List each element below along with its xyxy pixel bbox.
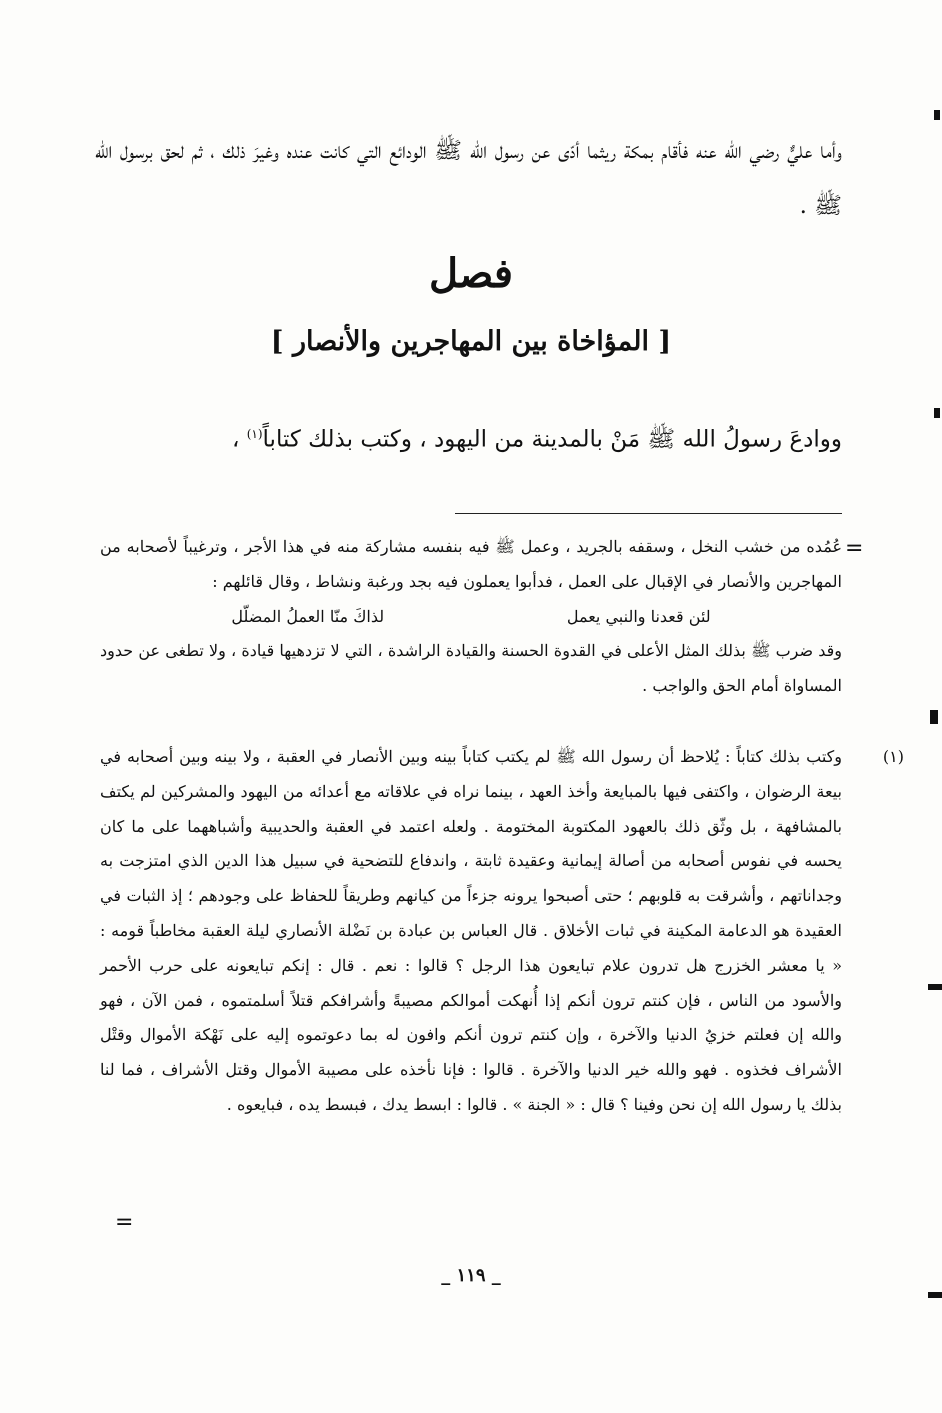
footnote-ref-1[interactable]: (١) — [246, 427, 263, 441]
footnote-1-text: وكتب بذلك كتاباً : يُلاحظ أن رسول الله ﷺ لم يكتب كتاباً بينه وبين الأنصار في العقبة ، ولا بينه وبين أصحابه في بيعة الرضوان ، واكتفى فيها بالمبايعة وأخذ العهد ، بينما نراه في علاقاته مع أعدائه من اليهود والمشركين لم يكتف بالمشافهة ، بل وثّق ذلك بالعهود المكتوبة المختومة . ولعله اعتمد في العقبة والحديبية وأشباههما على ما كان يحسه في نفوس أصحابه من أصالة إيمانية وعقيدة ثابتة ، واندفاع للتضحية في سبيل هذا الدين الذي امتزجت به وجداناتهم ، وأشرقت به قلوبهم ؛ حتى أصبحوا يرونه جزءاً من كيانهم وطريقاً للحفاظ على وجودهم ؛ إذ الثبات في العقيدة هو الدعامة المكينة في ثبات الأخلاق . قال العباس بن عبادة بن نَضْلة الأنصاري ليلة العقبة مخاطباً قومه : « يا معشر الخزرج هل تدرون علام تبايعون هذا الرجل ؟ قالوا : نعم . قال : إنكم تبايعونه على حرب الأحمر والأسود من الناس ، فإن كنتم ترون أنكم إذا أُنهكت أموالكم مصيبةً وأشرافكم قتلاً أسلمتموه ، فمن الآن ، فهو والله إن فعلتم خزيُ الدنيا والآخرة ، وإن كنتم ترون أنكم وافون له بما دعوتموه إليه على نَهْكة الأموال وقتْل الأشراف فخذوه . فهو والله خير الدنيا والآخرة . قالوا : فإنا نأخذه على مصيبة الأموال وقتل الأشراف ، فما لنا بذلك يا رسول الله إن نحن وفينا ؟ قال : « الجنة » . قالوا : ابسط يدك ، فبسط يده ، فبايعوه . — [100, 747, 843, 1114]
footnote-continued-after-poem: وقد ضرب ﷺ بذلك المثل الأعلى في القدوة الحسنة والقيادة الراشدة ، التي لا تزدهيها قيادة ، ولا تطغى عن حدود المساواة أمام الحق والواجب . — [100, 641, 842, 696]
footnote-1 — [100, 740, 904, 1123]
paragraph-treaty-text: ووادعَ رسولُ الله ﷺ مَنْ بالمدينة من اليهود ، وكتب بذلك كتاباً — [262, 426, 842, 453]
footnote-separator — [455, 513, 842, 514]
scan-edge-mark — [928, 1292, 942, 1298]
scan-edge-mark — [934, 408, 940, 418]
footnote-1-number: (١) — [882, 747, 904, 766]
page-number: _ ١١٩ _ — [441, 1265, 501, 1286]
continuation-marker-top: = — [845, 536, 864, 561]
scan-edge-mark — [928, 984, 942, 990]
scan-edge-mark — [934, 110, 940, 120]
paragraph-treaty-end: ، — [231, 426, 247, 453]
footnote-continued — [100, 530, 842, 704]
paragraph-ali-text: وأما عليٌّ رضي الله عنه فأقام بمكة ريثما أدّى عن رسول الله ﷺ الودائع التي كانت عنده وغيرَ ذلك ، ثم لحق برسول الله ﷺ . — [95, 138, 842, 219]
paragraph-treaty — [95, 407, 842, 468]
section-heading: فصل — [428, 250, 514, 297]
footnote-continued-text: عُمُده من خشب النخل ، وسقفه بالجريد ، وعمل ﷺ فيه بنفسه مشاركة منه في هذا الأجر ، وترغيباً لأصحابه من المهاجرين والأنصار في الإقبال على العمل ، فدأبوا يعملون فيه بجد ورغبة ونشاط ، وقال قائلهم : — [100, 537, 842, 591]
section-subheading: [ المؤاخاة بين المهاجرين والأنصار ] — [270, 326, 672, 357]
poem-hemistich-first: لئن قعدنا والنبي يعمل — [566, 606, 711, 626]
poem-hemistich-second: لذاكَ منّا العملُ المضلّل — [231, 606, 385, 626]
main-paragraph-ali — [95, 124, 842, 234]
main-paragraph-treaty — [95, 407, 842, 468]
continuation-marker-bottom: = — [115, 1210, 134, 1235]
poem-verse — [100, 600, 842, 635]
scan-edge-mark — [930, 710, 938, 724]
